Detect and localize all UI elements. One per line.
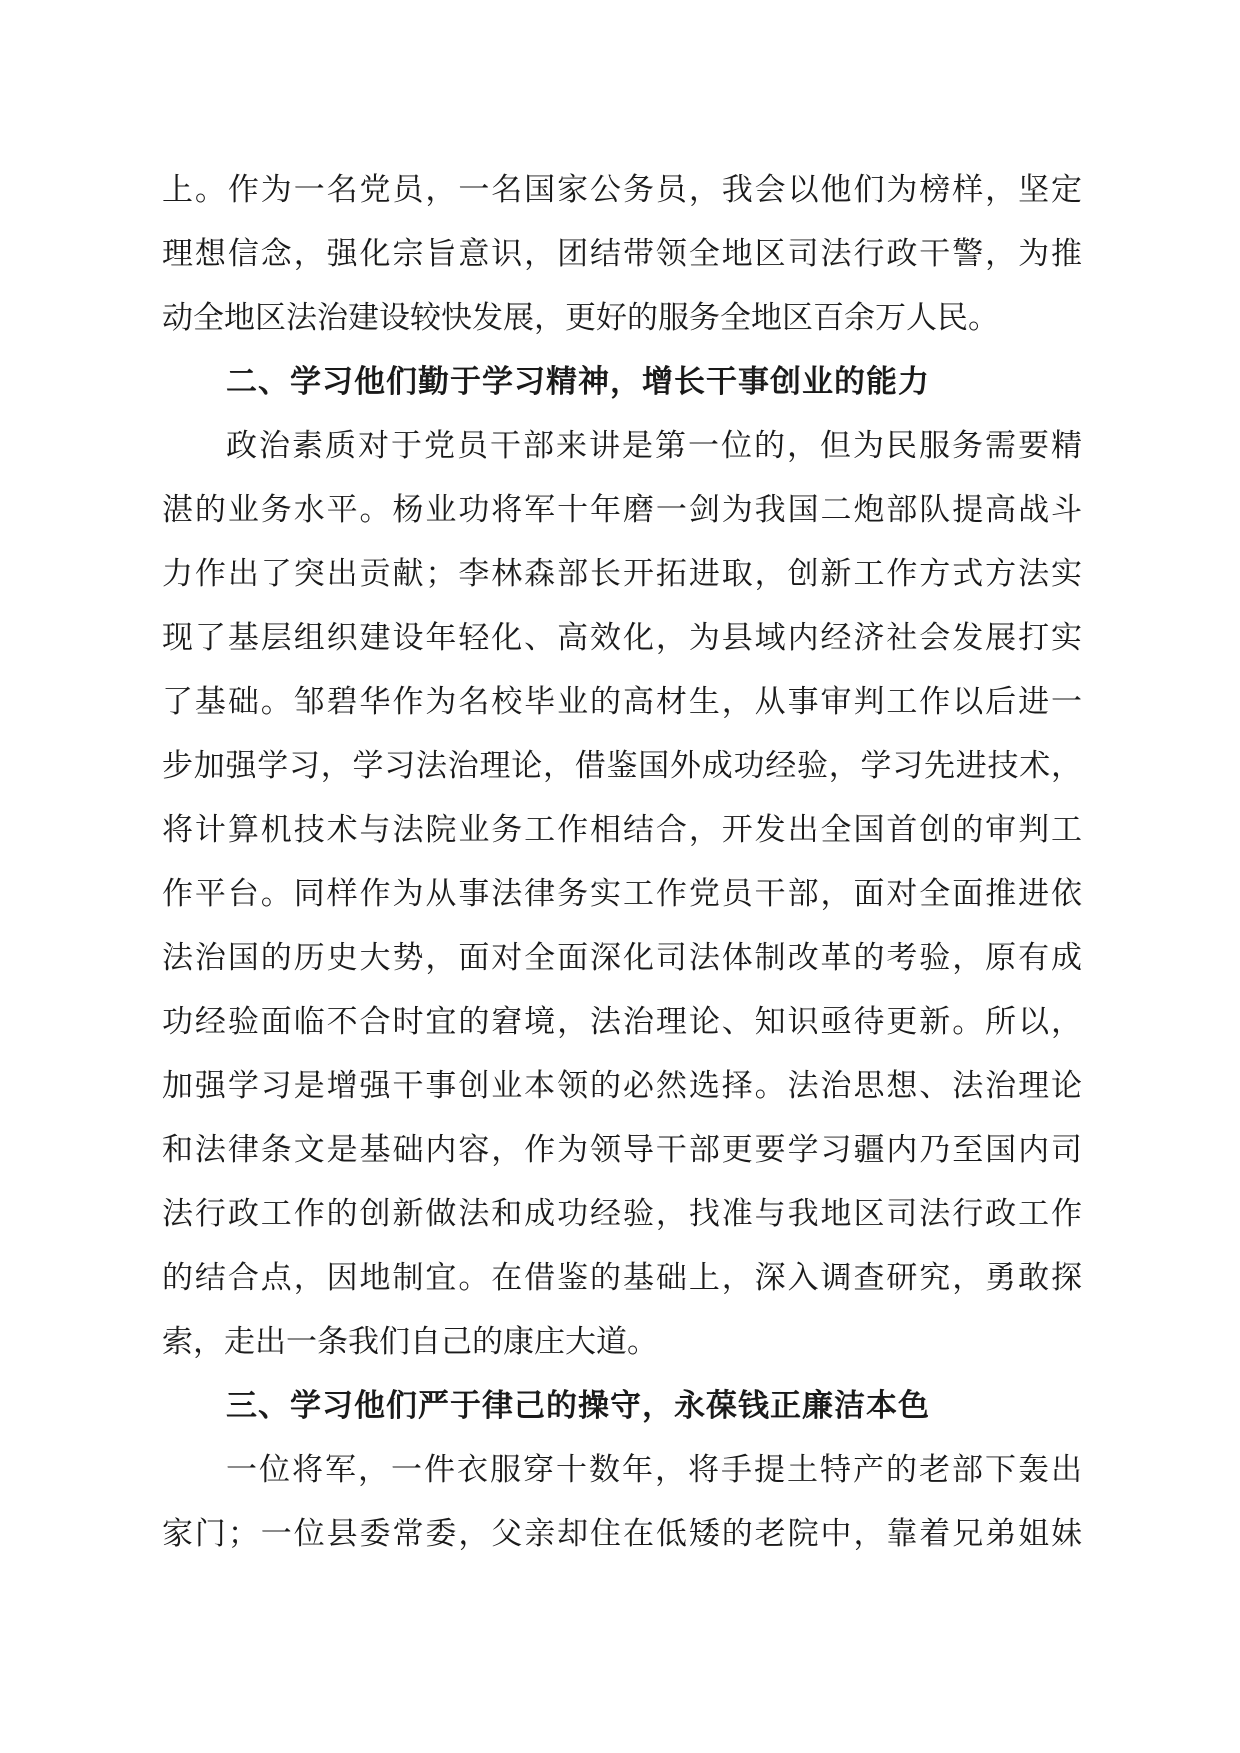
text-line: 法行政工作的创新做法和成功经验，找准与我地区司法行政工作	[162, 1196, 1082, 1232]
text-line: 政治素质对于党员干部来讲是第一位的，但为民服务需要精	[226, 428, 1082, 464]
text-line: 现了基层组织建设年轻化、高效化，为县域内经济社会发展打实	[162, 620, 1082, 656]
text-line: 一位将军，一件衣服穿十数年，将手提土特产的老部下轰出	[226, 1452, 1082, 1488]
text-line: 湛的业务水平。杨业功将军十年磨一剑为我国二炮部队提高战斗	[162, 492, 1082, 528]
text-line: 步加强学习，学习法治理论，借鉴国外成功经验，学习先进技术，	[162, 748, 1082, 784]
text-line: 和法律条文是基础内容，作为领导干部更要学习疆内乃至国内司	[162, 1132, 1082, 1168]
text-line: 作平台。同样作为从事法律务实工作党员干部，面对全面推进依	[162, 876, 1082, 912]
text-line: 了基础。邹碧华作为名校毕业的高材生，从事审判工作以后进一	[162, 684, 1082, 720]
text-line: 将计算机技术与法院业务工作相结合，开发出全国首创的审判工	[162, 812, 1082, 848]
text-line: 动全地区法治建设较快发展，更好的服务全地区百余万人民。	[162, 300, 999, 336]
text-line: 加强学习是增强干事创业本领的必然选择。法治思想、法治理论	[162, 1068, 1082, 1104]
text-line: 的结合点，因地制宜。在借鉴的基础上，深入调查研究，勇敢探	[162, 1260, 1082, 1296]
text-line: 家门；一位县委常委，父亲却住在低矮的老院中，靠着兄弟姐妹	[162, 1516, 1082, 1552]
text-line: 力作出了突出贡献；李林森部长开拓进取，创新工作方式方法实	[162, 556, 1082, 592]
text-line: 上。作为一名党员，一名国家公务员，我会以他们为榜样，坚定	[162, 172, 1082, 208]
section-heading: 三、学习他们严于律己的操守，永葆钱正廉洁本色	[226, 1388, 930, 1424]
text-line: 法治国的历史大势，面对全面深化司法体制改革的考验，原有成	[162, 940, 1082, 976]
text-line: 功经验面临不合时宜的窘境，法治理论、知识亟待更新。所以，	[162, 1004, 1082, 1040]
text-line: 理想信念，强化宗旨意识，团结带领全地区司法行政干警，为推	[162, 236, 1082, 272]
section-heading: 二、学习他们勤于学习精神，增长干事创业的能力	[226, 364, 930, 400]
text-line: 索，走出一条我们自己的康庄大道。	[162, 1324, 658, 1360]
